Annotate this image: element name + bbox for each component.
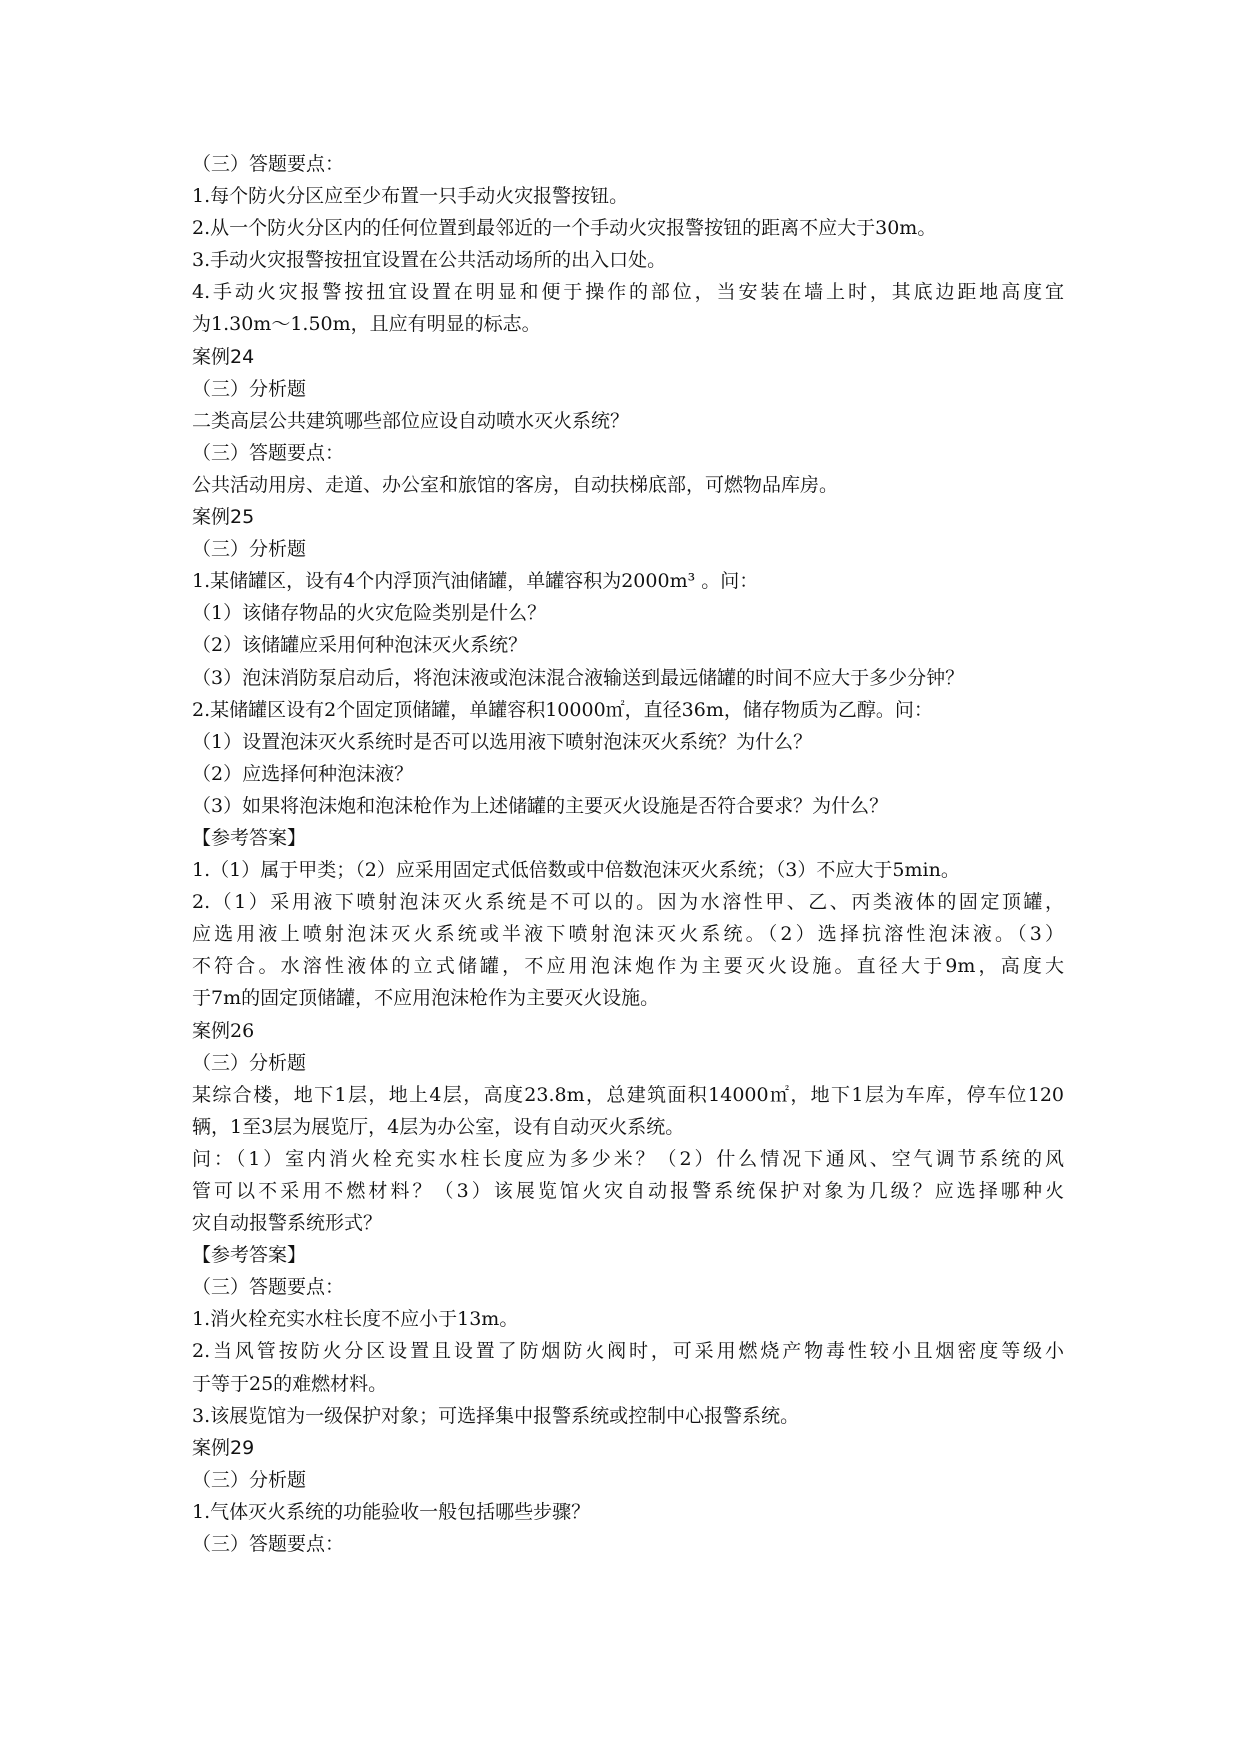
- case-heading: 案例24: [192, 345, 255, 368]
- paragraph-line: 辆，1至3层为展览厅，4层为办公室，设有自动灭火系统。: [192, 1115, 685, 1138]
- paragraph-line: 不符合。水溶性液体的立式储罐，不应用泡沫炮作为主要灭火设施。直径大于9m，高度大: [192, 955, 1064, 978]
- paragraph-line: 4.手动火灾报警按扭宜设置在明显和便于操作的部位，当安装在墙上时，其底边距地高度宜: [192, 281, 1064, 304]
- paragraph-line: 3.该展览馆为一级保护对象；可选择集中报警系统或控制中心报警系统。: [192, 1404, 800, 1427]
- answer-points-heading: （三）答题要点：: [192, 441, 345, 464]
- answer-points-heading: （三）答题要点：: [192, 153, 345, 175]
- question-item: （2）该储罐应采用何种泡沫灭火系统？: [192, 634, 528, 657]
- paragraph-line: 某综合楼，地下1层，地上4层，高度23.8m，总建筑面积14000㎡，地下1层为车库，停车位120: [192, 1083, 1064, 1106]
- reference-answer-heading: 【参考答案】: [192, 826, 307, 849]
- answer-points-heading: （三）答题要点：: [192, 1533, 345, 1556]
- analysis-heading: （三）分析题: [192, 1468, 307, 1491]
- case-heading: 案例29: [192, 1436, 255, 1459]
- case-heading: 案例26: [192, 1019, 255, 1042]
- paragraph-line: 管可以不采用不燃材料？（3）该展览馆火灾自动报警系统保护对象为几级？应选择哪种火: [192, 1180, 1064, 1202]
- paragraph-line: 灾自动报警系统形式？: [192, 1212, 383, 1235]
- paragraph-line: 2.从一个防火分区内的任何位置到最邻近的一个手动火灾报警按钮的距离不应大于30m。: [192, 217, 937, 240]
- paragraph-line: 于等于25的难燃材料。: [192, 1372, 388, 1395]
- question-item: （3）如果将泡沫炮和泡沫枪作为上述储罐的主要灭火设施是否符合要求？为什么？: [192, 794, 889, 817]
- paragraph-line: 二类高层公共建筑哪些部位应设自动喷水灭火系统？: [192, 409, 630, 432]
- case-heading: 案例25: [192, 506, 255, 529]
- paragraph-line: 1.每个防火分区应至少布置一只手动火灾报警按钮。: [192, 185, 629, 208]
- paragraph-line: 1.（1）属于甲类；（2）应采用固定式低倍数或中倍数泡沫灭火系统；（3）不应大于5min。: [192, 859, 960, 882]
- paragraph-line: 应选用液上喷射泡沫灭火系统或半液下喷射泡沫灭火系统。（2）选择抗溶性泡沫液。（3）: [192, 923, 1064, 946]
- analysis-heading: （三）分析题: [192, 538, 307, 561]
- paragraph-line: 公共活动用房、走道、办公室和旅馆的客房，自动扶梯底部，可燃物品库房。: [192, 473, 839, 496]
- question-item: （1）该储存物品的火灾危险类别是什么？: [192, 602, 547, 625]
- question-item: （2）应选择何种泡沫液？: [192, 762, 414, 785]
- question-item: （1）设置泡沫灭火系统时是否可以选用液下喷射泡沫灭火系统？为什么？: [192, 730, 813, 753]
- paragraph-line: 为1.30m～1.50m，且应有明显的标志。: [192, 313, 541, 336]
- paragraph-line: 问：（1）室内消火栓充实水柱长度应为多少米？（2）什么情况下通风、空气调节系统的风: [192, 1147, 1064, 1170]
- paragraph-line: 1.消火栓充实水柱长度不应小于13m。: [192, 1308, 519, 1331]
- analysis-heading: （三）分析题: [192, 377, 307, 400]
- reference-answer-heading: 【参考答案】: [192, 1244, 307, 1267]
- analysis-heading: （三）分析题: [192, 1051, 307, 1074]
- answer-points-heading: （三）答题要点：: [192, 1276, 345, 1299]
- paragraph-line: 1.气体灭火系统的功能验收一般包括哪些步骤？: [192, 1500, 591, 1523]
- question-item: （3）泡沫消防泵启动后，将泡沫液或泡沫混合液输送到最远储罐的时间不应大于多少分钟？: [192, 666, 965, 689]
- document-page: [192, 148, 1064, 1560]
- paragraph-line: 2.（1）采用液下喷射泡沫灭火系统是不可以的。因为水溶性甲、乙、丙类液体的固定顶罐，: [192, 891, 1064, 914]
- paragraph-line: 2.某储罐区设有2个固定顶储罐，单罐容积10000㎡，直径36m，储存物质为乙醇。问：: [192, 698, 933, 721]
- paragraph-line: 3.手动火灾报警按扭宜设置在公共活动场所的出入口处。: [192, 249, 667, 272]
- paragraph-line: 1.某储罐区，设有4个内浮顶汽油储罐，单罐容积为2000m³ 。问：: [192, 570, 759, 593]
- paragraph-line: 2.当风管按防火分区设置且设置了防烟防火阀时，可采用燃烧产物毒性较小且烟密度等级小: [192, 1340, 1064, 1363]
- paragraph-line: 于7m的固定顶储罐，不应用泡沫枪作为主要灭火设施。: [192, 987, 660, 1010]
